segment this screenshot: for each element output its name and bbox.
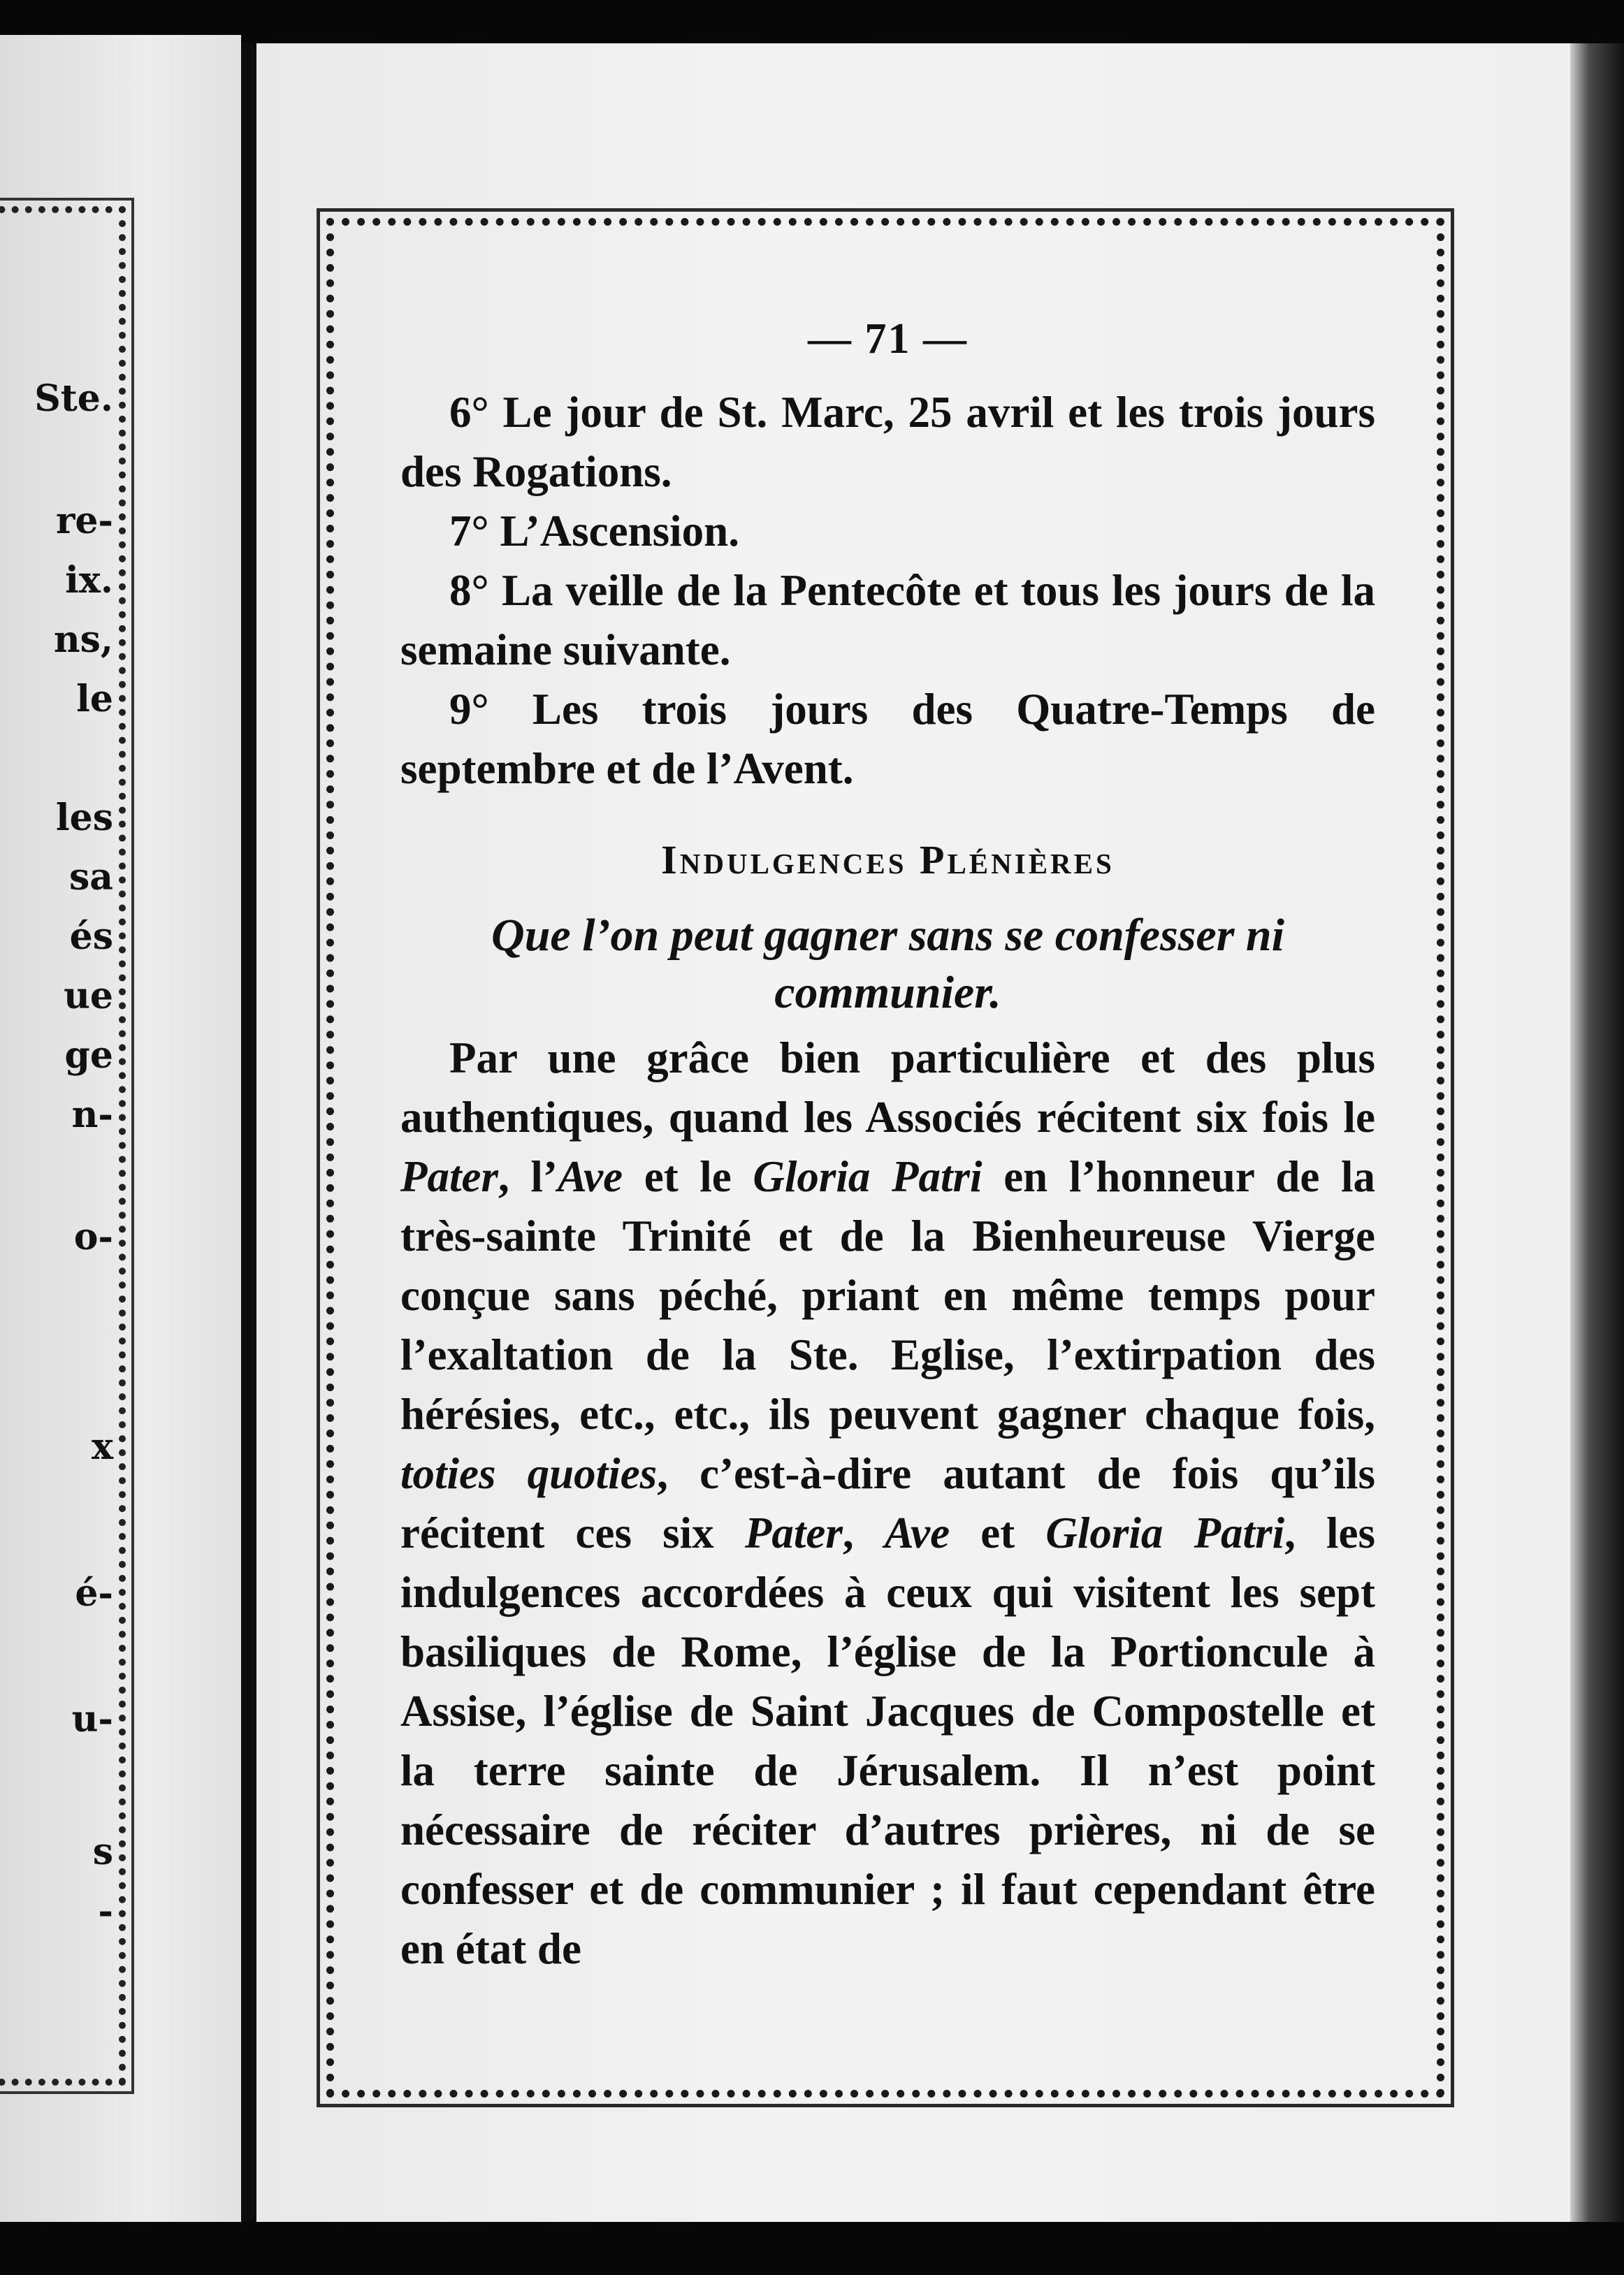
fragment-line: ue [64, 975, 113, 1017]
fragment-line: ns, [53, 618, 113, 661]
section-heading: Indulgences Plénières [661, 837, 1115, 882]
fragment-line: sa [69, 856, 113, 899]
fragment-line: n- [71, 1093, 113, 1136]
fragment-line: les [55, 797, 113, 839]
latin-term: Ave [557, 1152, 623, 1201]
list-item: 7° L’Ascension. [449, 507, 739, 555]
fragment-line: re- [55, 500, 113, 542]
latin-term: Gloria Patri [753, 1152, 983, 1201]
book-edge [1570, 43, 1624, 2222]
text-run: Par une grâce bien particulière et des plus authentiques, quand les Associés récitent six fois le [400, 1033, 1375, 1142]
text-run: , l’ [498, 1152, 558, 1201]
list-item: 6° Le jour de St. Marc, 25 avril et les trois jours des Rogations. [400, 388, 1375, 496]
latin-term: Pater [744, 1509, 843, 1557]
fragment-line: o- [73, 1216, 113, 1258]
fragment-line: ix. [65, 559, 113, 602]
previous-page [0, 35, 241, 2222]
fragment-line: u- [71, 1698, 113, 1740]
text-run: et [950, 1509, 1046, 1557]
list-item: 9° Les trois jours des Quatre-Temps de septembre et de l’Avent. [400, 685, 1375, 793]
decorative-border [326, 218, 1444, 2098]
text-run: , [842, 1509, 885, 1557]
text-run: , c’est-à-dire autant de fois qu’ils récitent ces six [400, 1449, 1375, 1557]
fragment-line: ge [64, 1034, 113, 1077]
body-paragraph [400, 1029, 1375, 1979]
page-number: — 71 — [808, 315, 968, 363]
fragment-line: é- [75, 1572, 113, 1615]
fragment-line: le [76, 678, 113, 720]
fragment-line: s [92, 1831, 113, 1873]
list-item: 8° La veille de la Pentecôte et tous les jours de la semaine suivante. [400, 566, 1375, 674]
current-page [256, 43, 1570, 2222]
fragment-line: és [69, 915, 113, 958]
latin-term: Pater [400, 1152, 498, 1201]
latin-term: toties quoties [400, 1449, 658, 1498]
previous-page-text [0, 35, 119, 2222]
fragment-line: x [91, 1425, 113, 1468]
text-run: et le [623, 1152, 753, 1201]
text-run: , les indulgences accordées à ceux qui visitent les sept basiliques de Rome, l’église de la Portioncule à Assise, l’église de Saint Jacques de Compostelle et la terre sainte de Jérusalem. Il n’est point nécessaire de réciter d’autres prières, ni de se confesser et de communier ; il faut cependant être en état de [400, 1509, 1376, 1973]
section-subheading: Que l’on peut gagner sans se confesser ni communier. [491, 910, 1284, 1018]
page-content [400, 310, 1375, 1979]
book-gutter [241, 42, 256, 2222]
fragment-line: Ste. [34, 377, 113, 420]
fragment-line: - [98, 1890, 113, 1933]
latin-term: Gloria Patri [1045, 1509, 1285, 1557]
text-run: en l’honneur de la très-sainte Trinité et de la Bienheureuse Vierge conçue sans péché, priant en même temps pour l’exaltation de la Ste. Eglise, l’extirpation des hérésies, etc., etc., ils peuvent gagner chaque fois, [400, 1152, 1375, 1439]
latin-term: Ave [884, 1509, 950, 1557]
